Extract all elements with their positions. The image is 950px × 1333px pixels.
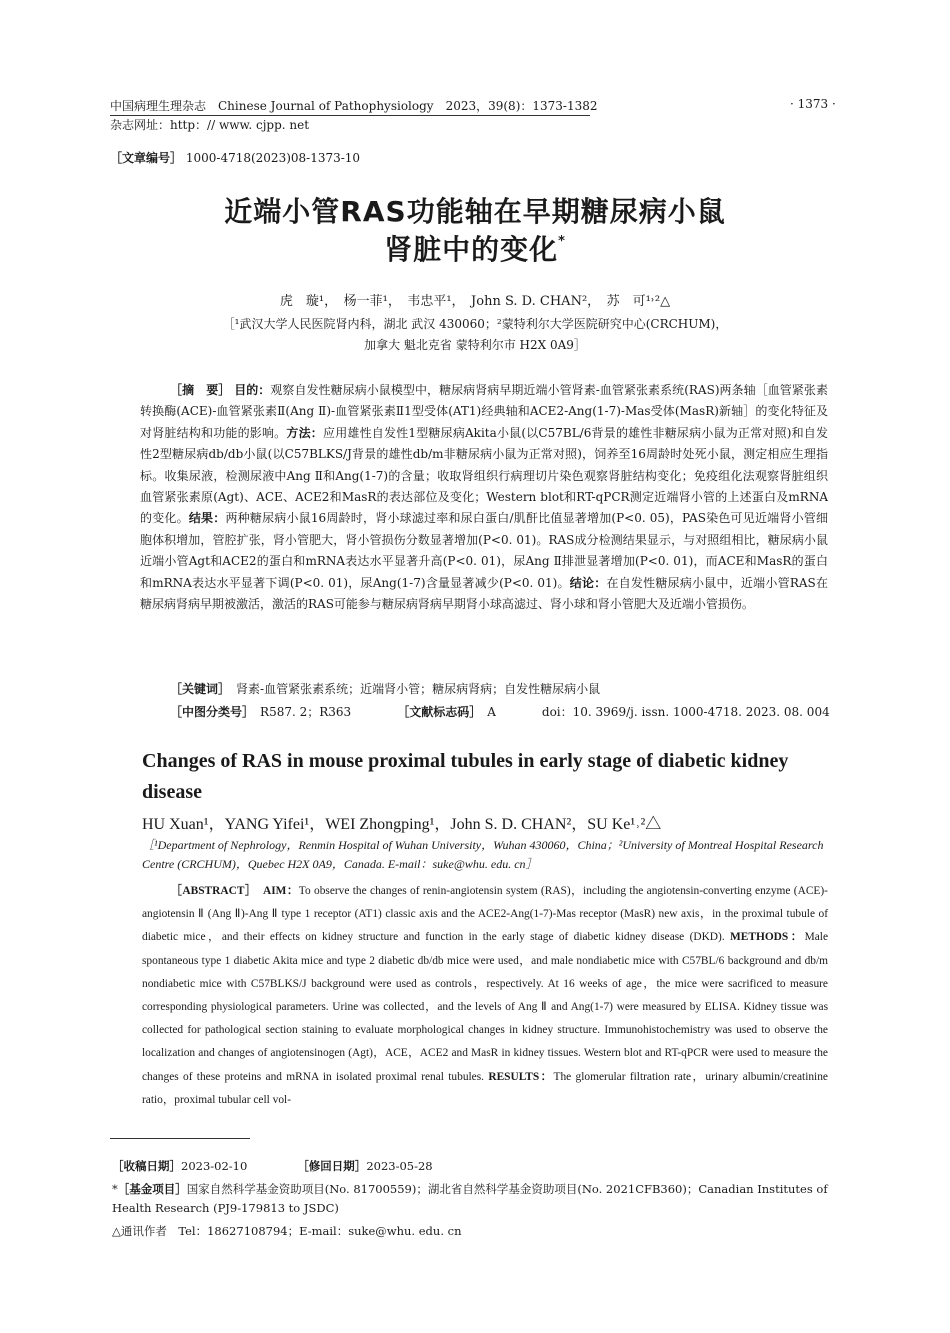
title-fund-mark: * bbox=[558, 234, 566, 249]
affiliation-cn-line1: ［¹武汉大学人民医院肾内科，湖北 武汉 430060；²蒙特利尔大学医院研究中心(CRCHUM)， bbox=[222, 317, 728, 331]
aim-en-label: AIM： bbox=[263, 885, 299, 897]
aim-text: 观察自发性糖尿病小鼠模型中，糖尿病肾病早期近端小管肾素-血管紧张素系统(RAS)两条轴［血管紧张素转换酶(ACE)-血管紧张素Ⅱ(Ang Ⅱ)-血管紧张素Ⅱ1型受体(AT1)经典轴和ACE2-Ang(1-7)-Mas受体(MasR)新轴］的变化特征及对肾脏结构和功能的影响。 bbox=[140, 383, 828, 440]
conclusion-text: 在自发性糖尿病小鼠中，近端小管RAS在糖尿病肾病早期被激活，激活的RAS可能参与糖尿病肾病早期肾小球高滤过、肾小球和肾小管肥大及近端小管损伤。 bbox=[140, 575, 828, 612]
abstract-en bbox=[142, 880, 828, 1112]
footnote-dates bbox=[112, 1157, 852, 1176]
methods-text: 应用雄性自发性1型糖尿病Akita小鼠(以C57BL/6背景的雄性非糖尿病小鼠为正常对照)和自发性2型糖尿病db/db小鼠(以C57BLKS/J背景的雄性db/m非糖尿病小鼠为正常对照)，饲养至16周龄时处死小鼠，测定相应生理指标。收集尿液，检测尿液中Ang Ⅱ和Ang(1-7)的含量；收取肾组织行病理切片染色观察肾脏结构变化；免疫组化法观察肾脏组织血管紧张素原(Agt)、ACE、ACE2和MasR的表达部位及变化；Western blot和RT-qPCR测定近端肾小管的上述蛋白及mRNA的变化。 bbox=[140, 425, 828, 526]
doc-code-value: A bbox=[487, 705, 496, 719]
authors-cn: 虎 璇¹， 杨一菲¹， 韦忠平¹， John S. D. CHAN²， 苏 可¹˒²△ bbox=[279, 294, 671, 309]
footnote-corresponding: △通讯作者 Tel：18627108794；E-mail：suke@whu. edu. cn bbox=[112, 1224, 462, 1238]
title-cn-line2 bbox=[0, 228, 950, 268]
doi: doi：10. 3969/j. issn. 1000-4718. 2023. 08. 004 bbox=[541, 705, 830, 719]
fund-text: 国家自然科学基金资助项目(No. 81700559)；湖北省自然科学基金资助项目(No. 2021CFB360)；Canadian Institutes of Health Research (PJ9-179813 to JSDC) bbox=[112, 1182, 828, 1215]
classification bbox=[170, 703, 830, 720]
keywords bbox=[170, 680, 600, 697]
authors-en: HU Xuan¹，YANG Yifei¹，WEI Zhongping¹，John S. D. CHAN²，SU Ke¹˒²△ bbox=[142, 816, 662, 833]
results-label: 结果： bbox=[188, 511, 226, 526]
footnote-fund bbox=[112, 1180, 852, 1218]
footnote-divider bbox=[110, 1138, 250, 1139]
title-cn-line1: 近端小管RAS功能轴在早期糖尿病小鼠 bbox=[224, 195, 726, 228]
journal-website: 杂志网址：http：// www. cjpp. net bbox=[110, 118, 310, 132]
aim-en-text: To observe the changes of renin-angiotensin system (RAS)，including the angiotensin-converting enzyme (ACE)-angiotensin Ⅱ (Ang Ⅱ)-Ang Ⅱ type 1 receptor (AT1) classic axis and the ACE2-Ang(1-7)-Mas receptor (MasR) new axis，in the proximal tubule of diabetic mice，and their effects on kidney structure and function in the early stage of diabetic kidney disease (DKD). bbox=[142, 885, 828, 944]
received-label: ［收稿日期］ bbox=[112, 1159, 181, 1173]
article-number-label: ［文章编号］ bbox=[110, 151, 183, 165]
title-cn-line2-text: 肾脏中的变化 bbox=[384, 233, 559, 266]
revised-label: ［修回日期］ bbox=[297, 1159, 367, 1173]
page-number: · 1373 · bbox=[790, 97, 836, 111]
aim-label: 目的： bbox=[234, 383, 271, 397]
affiliation-en: ［¹Department of Nephrology，Renmin Hospital of Wuhan University，Wuhan 430060，China；²University of Montreal Hospital Research Centre (CRCHUM)，Quebec H2X 0A9，Canada. E-mail：suke@whu. edu. cn］ bbox=[142, 838, 824, 871]
received-date: 2023-02-10 bbox=[181, 1159, 248, 1173]
abstract-en-label: ［ABSTRACT］ bbox=[170, 885, 252, 897]
article-number-value: 1000-4718(2023)08-1373-10 bbox=[185, 151, 361, 165]
keywords-value: 肾素-血管紧张素系统；近端肾小管；糖尿病肾病；自发性糖尿病小鼠 bbox=[236, 682, 601, 696]
keywords-label: ［关键词］ bbox=[170, 682, 225, 696]
abstract-cn bbox=[140, 380, 828, 615]
conclusion-label: 结论： bbox=[569, 575, 607, 590]
results-en-text: The glomerular filtration rate，urinary albumin/creatinine ratio，proximal tubular cell vol- bbox=[142, 1070, 828, 1106]
abstract-cn-label: ［摘 要］ bbox=[170, 383, 231, 397]
article-number bbox=[110, 149, 360, 166]
title-en: Changes of RAS in mouse proximal tubules in early stage of diabetic kidney disease bbox=[142, 750, 789, 803]
results-en-label: RESULTS： bbox=[488, 1070, 554, 1083]
clc-value: R587. 2；R363 bbox=[260, 705, 352, 719]
doc-code-label: ［文献标志码］ bbox=[397, 705, 476, 719]
methods-en-text: Male spontaneous type 1 diabetic Akita mice and type 2 diabetic db/db mice were used，and male nondiabetic mice with C57BL/6 background and db/m nondiabetic mice with C57BLKS/J background were used as controls，respectively. At 16 weeks of age，the mice were sacrificed to measure corresponding physiological parameters. Urine was collected，and the levels of Ang Ⅱ and Ang(1-7) were measured by ELISA. Kidney tissue was collected for pathological section staining to evaluate morphological changes in kidney structure. Immunohistochemistry was used to observe the localization and changes of angiotensinogen (Agt)，ACE，ACE2 and MasR in kidney tissues. Western blot and RT-qPCR were used to measure the changes of these proteins and mRNA in isolated proximal renal tubules. bbox=[142, 931, 828, 1083]
methods-label: 方法： bbox=[286, 425, 323, 440]
methods-en-label: METHODS： bbox=[730, 931, 805, 944]
results-text: 两种糖尿病小鼠16周龄时，肾小球滤过率和尿白蛋白/肌酐比值显著增加(P<0. 05)，PAS染色可见近端肾小管细胞体积增加，管腔扩张，肾小管肥大，肾小管损伤分数显著增加(P<0. 01)。RAS成分检测结果显示，与对照组相比，糖尿病小鼠近端小管Agt和ACE2的蛋白和mRNA表达水平显著升高(P<0. 01)，尿Ang Ⅱ排泄显著增加(P<0. 01)，而ACE和MasR的蛋白和mRNA表达水平显著下调(P<0. 01)，尿Ang(1-7)含量显著减少(P<0. 01)。 bbox=[140, 511, 828, 590]
fund-mark: * bbox=[112, 1182, 118, 1196]
revised-date: 2023-05-28 bbox=[366, 1159, 433, 1173]
fund-label: ［基金项目］ bbox=[117, 1182, 187, 1196]
clc-label: ［中图分类号］ bbox=[170, 705, 249, 719]
journal-header: 中国病理生理杂志 Chinese Journal of Pathophysiology 2023，39(8)：1373-1382 bbox=[110, 97, 590, 116]
affiliation-cn-line2: 加拿大 魁北克省 蒙特利尔市 H2X 0A9］ bbox=[364, 338, 586, 352]
